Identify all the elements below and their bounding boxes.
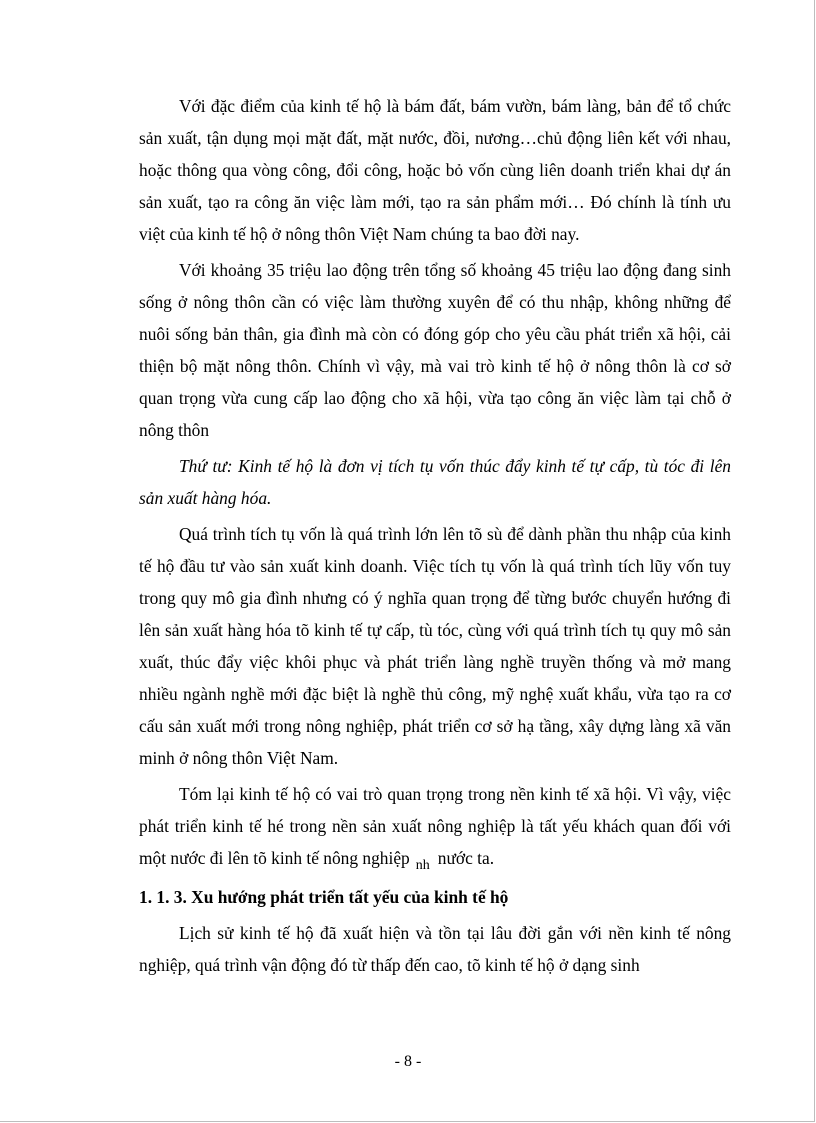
paragraph-household-characteristics: Với đặc điểm của kinh tế hộ là bám đất, bám vườn, bám làng, bản để tổ chức sản xuất, tận dụng mọi mặt đất, mặt nước, đồi, nương…chủ động liên kết với nhau, hoặc thông qua vòng công, đổi công, hoặc bỏ vốn cùng liên doanh triển khai dự án sản xuất, tạo ra công ăn việc làm mới, tạo ra sản phẩm mới… Đó chính là tính ưu việt của kinh tế hộ ở nông thôn Việt Nam chúng ta bao đời nay.	[139, 96, 731, 244]
paragraph-fourth-point: Thứ tư: Kinh tế hộ là đơn vị tích tụ vốn thúc đẩy kinh tế tự cấp, tù tóc đi lên sản xuất hàng hóa.	[139, 456, 731, 508]
paragraph-history: Lịch sử kinh tế hộ đã xuất hiện và tồn tại lâu đời gắn với nền kinh tế nông nghiệp, quá trình vận động đó từ thấp đến cao, tõ kinh tế hộ ở dạng sinh	[139, 923, 731, 975]
paragraph-rural-labor: Với khoảng 35 triệu lao động trên tổng số khoảng 45 triệu lao động đang sinh sống ở nông thôn cần có việc làm thường xuyên để có thu nhập, không những để nuôi sống bản thân, gia đình mà còn có đóng góp cho yêu cầu phát triển xã hội, cải thiện bộ mặt nông thôn. Chính vì vậy, mà vai trò kinh tế hộ ở nông thôn là cơ sở quan trọng vừa cung cấp lao động cho xã hội, vừa tạo công ăn việc làm tại chỗ ở nông thôn	[139, 260, 731, 440]
document-body	[139, 90, 731, 985]
section-heading: 1. 1. 3. Xu hướng phát triển tất yếu của kinh tế hộ	[139, 887, 509, 907]
conclusion-end: nước ta.	[437, 848, 495, 868]
paragraph-conclusion	[139, 778, 731, 877]
paragraph-capital-accumulation: Quá trình tích tụ vốn là quá trình lớn lên tõ sù để dành phần thu nhập của kinh tế hộ đầu tư vào sản xuất kinh doanh. Việc tích tụ vốn là quá trình tích lũy vốn tuy trong quy mô gia đình nhưng có ý nghĩa quan trọng để từng bước chuyển hướng đi lên sản xuất hàng hóa tõ kinh tế tự cấp, tù tóc, cùng với quá trình tích tụ quy mô sản xuất, thúc đẩy việc khôi phục và phát triển làng nghề truyền thống và mở mang nhiều ngành nghề mới đặc biệt là nghề thủ công, mỹ nghệ xuất khẩu, vừa tạo ra cơ cấu sản xuất mới trong nông nghiệp, phát triển cơ sở hạ tầng, xây dựng làng xã văn minh ở nông thôn Việt Nam.	[139, 524, 731, 768]
conclusion-text: Tóm lại kinh tế hộ có vai trò quan trọng trong nền kinh tế xã hội. Vì vậy, việc phát triển kinh tế hé trong nền sản xuất nông nghiệp là tất yếu khách quan đối với một nước đi lên tõ kinh tế nông nghiệp	[139, 784, 731, 868]
subscript-fragment: nh	[415, 858, 430, 873]
page-number: - 8 -	[394, 1053, 422, 1070]
